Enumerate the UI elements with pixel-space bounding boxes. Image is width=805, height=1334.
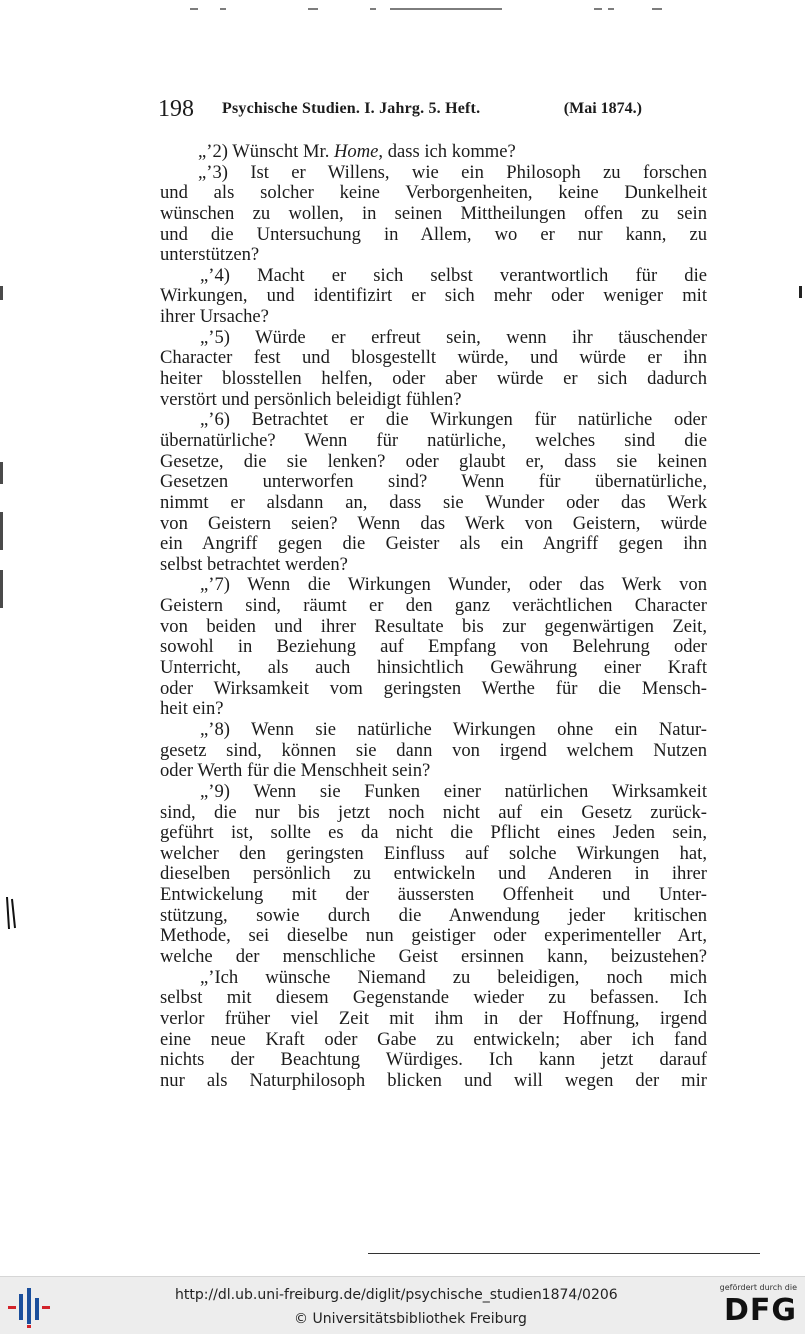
text-line: Methode, sei dieselbe nun geistiger oder experimenteller Art, — [160, 925, 707, 947]
text-line: „’7) Wenn die Wirkungen Wunder, oder das Werk von — [200, 574, 707, 596]
text-line: übernatürliche? Wenn für natürliche, welches sind die — [160, 429, 707, 451]
scan-artifact-marks — [190, 8, 670, 18]
source-url-link[interactable]: http://dl.ub.uni-freiburg.de/diglit/psychische_studien1874/0206 — [175, 1287, 618, 1303]
text-line: „’5) Würde er erfreut sein, wenn ihr täuschender — [200, 326, 707, 348]
text-line: „’3) Ist er Willens, wie ein Philosoph zu forschen — [198, 161, 707, 183]
text-line: heit ein? — [160, 698, 224, 720]
text-line: welcher den geringsten Einfluss auf solche Wirkungen hat, — [160, 842, 707, 864]
text-line: gesetz sind, können sie dann von irgend welchem Nutzen — [160, 739, 707, 761]
text-line: verstört und persönlich beleidigt fühlen? — [160, 388, 462, 410]
text-line: unterstützen? — [160, 244, 260, 266]
text-line: „’8) Wenn sie natürliche Wirkungen ohne ein Natur- — [200, 718, 707, 740]
text-line: Character fest und blosgestellt würde, und würde er ihn — [160, 347, 707, 369]
bottom-rule — [368, 1253, 760, 1254]
text-line: oder Werth für die Menschheit sein? — [160, 760, 431, 782]
page-header — [158, 96, 708, 122]
dfg-caption: gefördert durch die — [719, 1283, 797, 1292]
text-line: „’4) Macht er sich selbst verantwortlich für die — [200, 264, 707, 286]
text-line: Gesetzen unterworfen sind? Wenn für übernatürliche, — [160, 471, 707, 493]
body-text — [160, 142, 707, 1091]
text-line: selbst mit diesem Gegenstande wieder zu befassen. Ich — [160, 987, 707, 1009]
text-line: heiter blosstellen helfen, oder aber würde er sich dadurch — [160, 368, 707, 390]
text-line: sind, die nur bis jetzt noch nicht auf ein Gesetz zurück- — [160, 801, 707, 823]
footer-bar — [0, 1276, 805, 1334]
text-line: stützung, sowie durch die Anwendung jeder kritischen — [160, 904, 707, 926]
text-line: von Geistern seien? Wenn das Werk von Geistern, würde — [160, 512, 707, 534]
ub-freiburg-logo-icon — [6, 1284, 52, 1328]
text-line: Unterricht, als auch hinsichtlich Gewährung einer Kraft — [160, 657, 707, 679]
text-line: Geistern sind, räumt er den ganz verächtlichen Character — [160, 595, 707, 617]
dfg-block — [709, 1283, 797, 1331]
text-line: Wirkungen, und identifizirt er sich mehr oder weniger mit — [160, 285, 707, 307]
text-line: eine neue Kraft oder Gabe zu entwickeln; aber ich fand — [160, 1028, 707, 1050]
text-line: nur als Naturphilosoph blicken und will wegen der mir — [160, 1069, 707, 1091]
issue-date: (Mai 1874.) — [563, 100, 642, 117]
text-line: ein Angriff gegen die Geister als ein Angriff gegen ihn — [160, 533, 707, 555]
running-title: Psychische Studien. I. Jahrg. 5. Heft. — [222, 100, 481, 117]
text-line: wünschen zu wollen, in seinen Mittheilungen offen zu sein — [160, 202, 707, 224]
italic-name: Home — [334, 141, 379, 162]
margin-ink-mark — [4, 895, 18, 931]
text-line: nimmt er alsdann an, dass sie Wunder oder das Werk — [160, 491, 707, 513]
text-line: geführt ist, sollte es da nicht die Pflicht eines Jeden sein, — [160, 822, 707, 844]
page-number: 198 — [158, 96, 194, 122]
text-line: „’Ich wünsche Niemand zu beleidigen, noch mich — [200, 966, 707, 988]
text-line: verlor früher viel Zeit mit ihm in der Hoffnung, irgend — [160, 1007, 707, 1029]
text-line: dieselben persönlich zu entwickeln und Anderen in ihrer — [160, 863, 707, 885]
text-line: von beiden und ihrer Resultate bis zur gegenwärtigen Zeit, — [160, 615, 707, 637]
text-line: Entwickelung mit der äussersten Offenheit und Unter- — [160, 884, 707, 906]
text-line: „’9) Wenn sie Funken einer natürlichen Wirksamkeit — [200, 780, 707, 802]
text-line: selbst betrachtet werden? — [160, 553, 348, 575]
text-line: oder Wirksamkeit vom geringsten Werthe für die Mensch- — [160, 677, 707, 699]
text-line: „’6) Betrachtet er die Wirkungen für natürliche oder — [200, 409, 707, 431]
dfg-logo: DFG — [723, 1293, 797, 1328]
text-line: und als solcher keine Verborgenheiten, keine Dunkelheit — [160, 182, 707, 204]
text-line: Gesetze, die sie lenken? oder glaubt er, dass sie keinen — [160, 450, 707, 472]
text-line: sowohl in Beziehung auf Empfang von Belehrung oder — [160, 636, 707, 658]
text-line: „’2) Wünscht Mr. Home, dass ich komme? — [198, 141, 516, 162]
text-line: ihrer Ursache? — [160, 306, 269, 328]
text-line: welche der menschliche Geist ersinnen kann, beizustehen? — [160, 945, 707, 967]
text-line: nichts der Beachtung Würdiges. Ich kann jetzt darauf — [160, 1049, 707, 1071]
text-line: und die Untersuchung in Allem, wo er nur kann, zu — [160, 223, 707, 245]
copyright-text: © Universitätsbibliothek Freiburg — [294, 1311, 527, 1327]
